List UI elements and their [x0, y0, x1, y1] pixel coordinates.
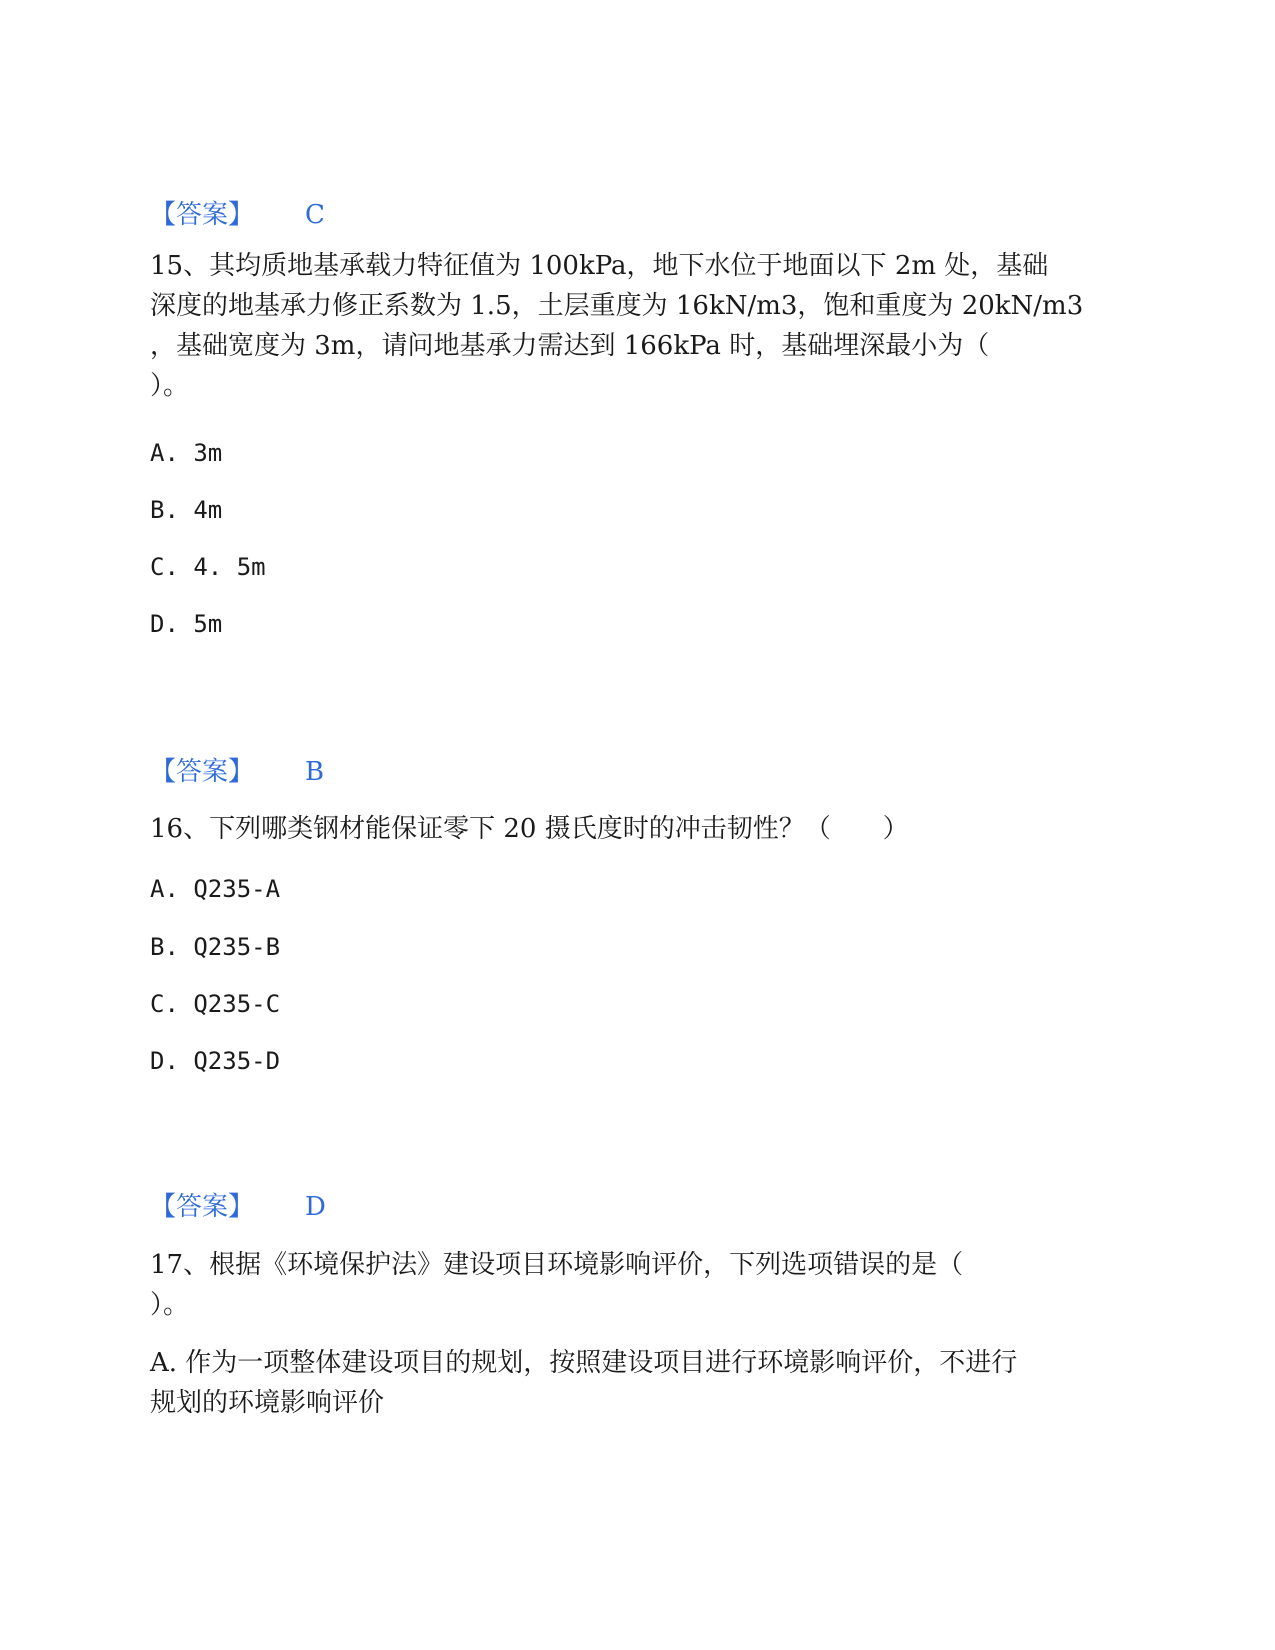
option-a-line-1: A. 作为一项整体建设项目的规划，按照建设项目进行环境影响评价，不进行 — [150, 1348, 1018, 1378]
option-c: C. Q235-C — [150, 990, 281, 1018]
option-a-line-2: 规划的环境影响评价 — [150, 1388, 385, 1418]
answer-label: 【答案】 — [150, 757, 255, 787]
question-17-line-1: 17、根据《环境保护法》建设项目环境影响评价，下列选项错误的是（ — [150, 1250, 964, 1280]
answer-line-d — [150, 1191, 326, 1223]
option-b: B. Q235-B — [150, 933, 281, 961]
answer-label: 【答案】 — [150, 200, 255, 230]
answer-line-b — [150, 756, 325, 788]
option-c: C. 4. 5m — [150, 553, 266, 581]
question-15-line-2: 深度的地基承力修正系数为 1.5，土层重度为 16kN/m3，饱和重度为 20kN/m3 — [150, 291, 1084, 321]
answer-line-c — [150, 199, 325, 231]
option-a: A. 3m — [150, 439, 223, 467]
question-17-line-2: ）。 — [150, 1290, 190, 1320]
option-a: A. Q235-A — [150, 875, 281, 903]
question-15-line-1: 15、其均质地基承载力特征值为 100kPa，地下水位于地面以下 2m 处，基础 — [150, 251, 1049, 281]
answer-value: D — [305, 1192, 326, 1222]
option-b: B. 4m — [150, 496, 223, 524]
answer-value: C — [305, 200, 325, 230]
answer-value: B — [305, 757, 325, 787]
question-15-line-4: ）。 — [150, 371, 190, 401]
option-d: D. 5m — [150, 610, 223, 638]
option-d: D. Q235-D — [150, 1047, 281, 1075]
question-16-line-1: 16、下列哪类钢材能保证零下 20 摄氏度时的冲击韧性？（ ） — [150, 814, 909, 844]
question-15-line-3: ，基础宽度为 3m，请问地基承力需达到 166kPa 时，基础埋深最小为（ — [150, 331, 990, 361]
answer-label: 【答案】 — [150, 1192, 255, 1222]
